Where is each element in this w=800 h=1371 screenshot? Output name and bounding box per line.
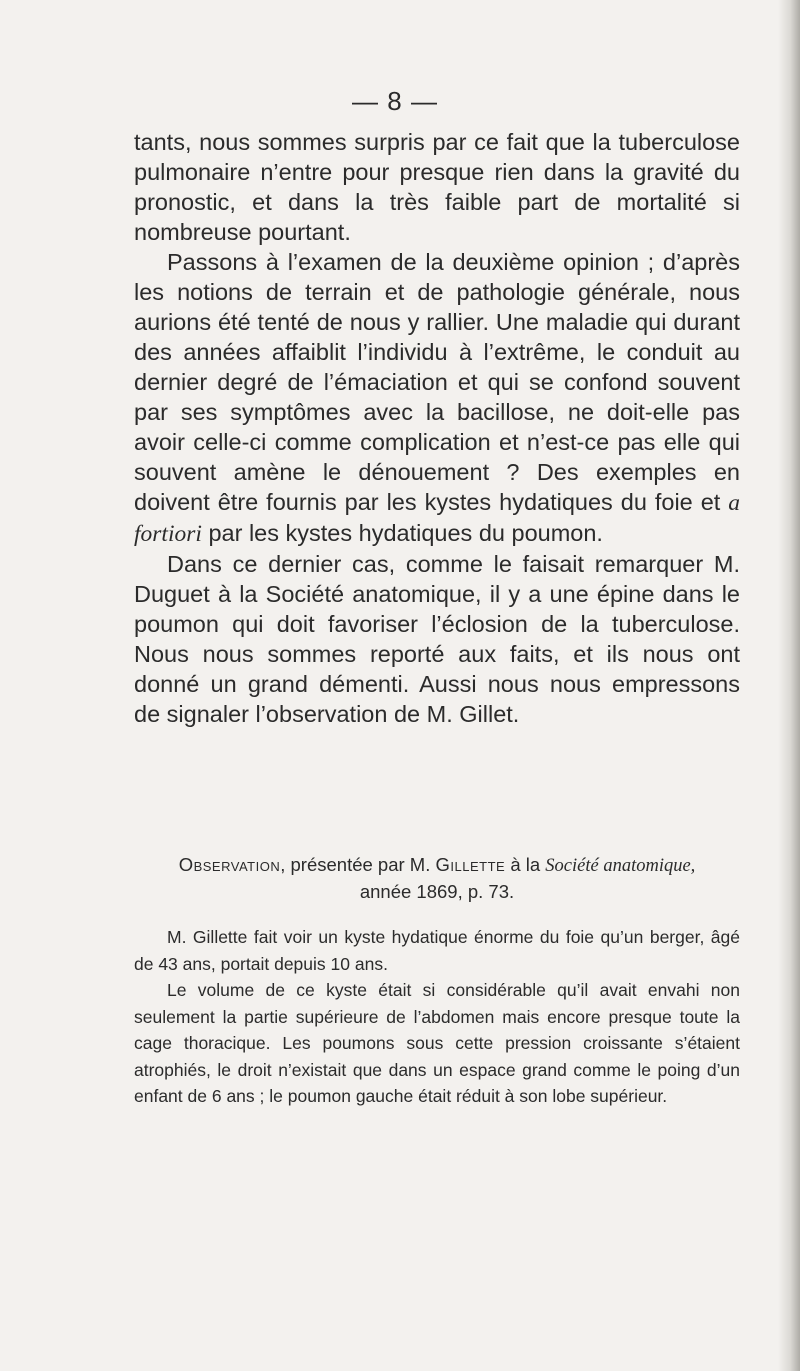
paragraph-1: tants, nous sommes surpris par ce fait que la tuberculose pulmonaire n’entre pour presque rien dans la gravité du pronostic, et dans la très faible part de mortalité si nombreuse pourtant.	[134, 129, 740, 245]
observation-presented: , présentée par M.	[280, 854, 431, 875]
paragraph-3: Dans ce dernier cas, comme le faisait remarquer M. Duguet à la Société anatomique, il y a une épine dans le poumon qui doit favoriser l’éclosion de la tuberculose. Nous nous sommes reporté aux faits, et ils nous ont donné un grand démenti. Aussi nous nous empressons de signaler l’observation de M. Gillet.	[134, 551, 740, 727]
page-edge-shadow	[778, 0, 800, 1371]
observation-label: Observation	[178, 854, 281, 875]
page-number: — 8 —	[352, 86, 438, 116]
observation-at: à la	[510, 854, 541, 875]
paragraph-2-end: par les kystes hydatiques du poumon.	[208, 520, 603, 546]
observation-text	[134, 924, 740, 1110]
paragraph-2-italic: a fortiori	[134, 490, 741, 547]
observation-header	[134, 852, 740, 905]
observation-paragraph-2: Le volume de ce kyste était si considérable qu’il avait envahi non seulement la partie supérieure de l’abdomen mais encore presque toute la cage thoracique. Les poumons sous cette pression croissante s’étaient atrophiés, le droit n’existait que dans un espace grand comme le poing d’un enfant de 6 ans ; le poumon gauche était réduit à son lobe supérieur.	[134, 980, 740, 1106]
observation-society: Société anatomique,	[545, 856, 696, 876]
observation-year-page: année 1869, p. 73.	[359, 881, 515, 902]
observation-author: Gillette	[435, 854, 506, 875]
paragraph-2-text: Passons à l’examen de la deuxième opinion ; d’après les notions de terrain et de pathologie générale, nous aurions été tenté de nous y rallier. Une maladie qui durant des années affaiblit l’individu à l’extrême, le conduit au dernier degré de l’émaciation et qui se confond souvent par ses symptômes avec la bacillose, ne doit-elle pas avoir celle-ci comme complication et n’est-ce pas elle qui souvent amène le dénouement ? Des exemples en doivent être fournis par les kystes hydatiques du foie et	[134, 249, 740, 515]
paragraph-2	[134, 247, 740, 549]
observation-paragraph-1: M. Gillette fait voir un kyste hydatique énorme du foie qu’un berger, âgé de 43 ans, portait depuis 10 ans.	[134, 927, 740, 974]
main-text	[134, 127, 740, 729]
